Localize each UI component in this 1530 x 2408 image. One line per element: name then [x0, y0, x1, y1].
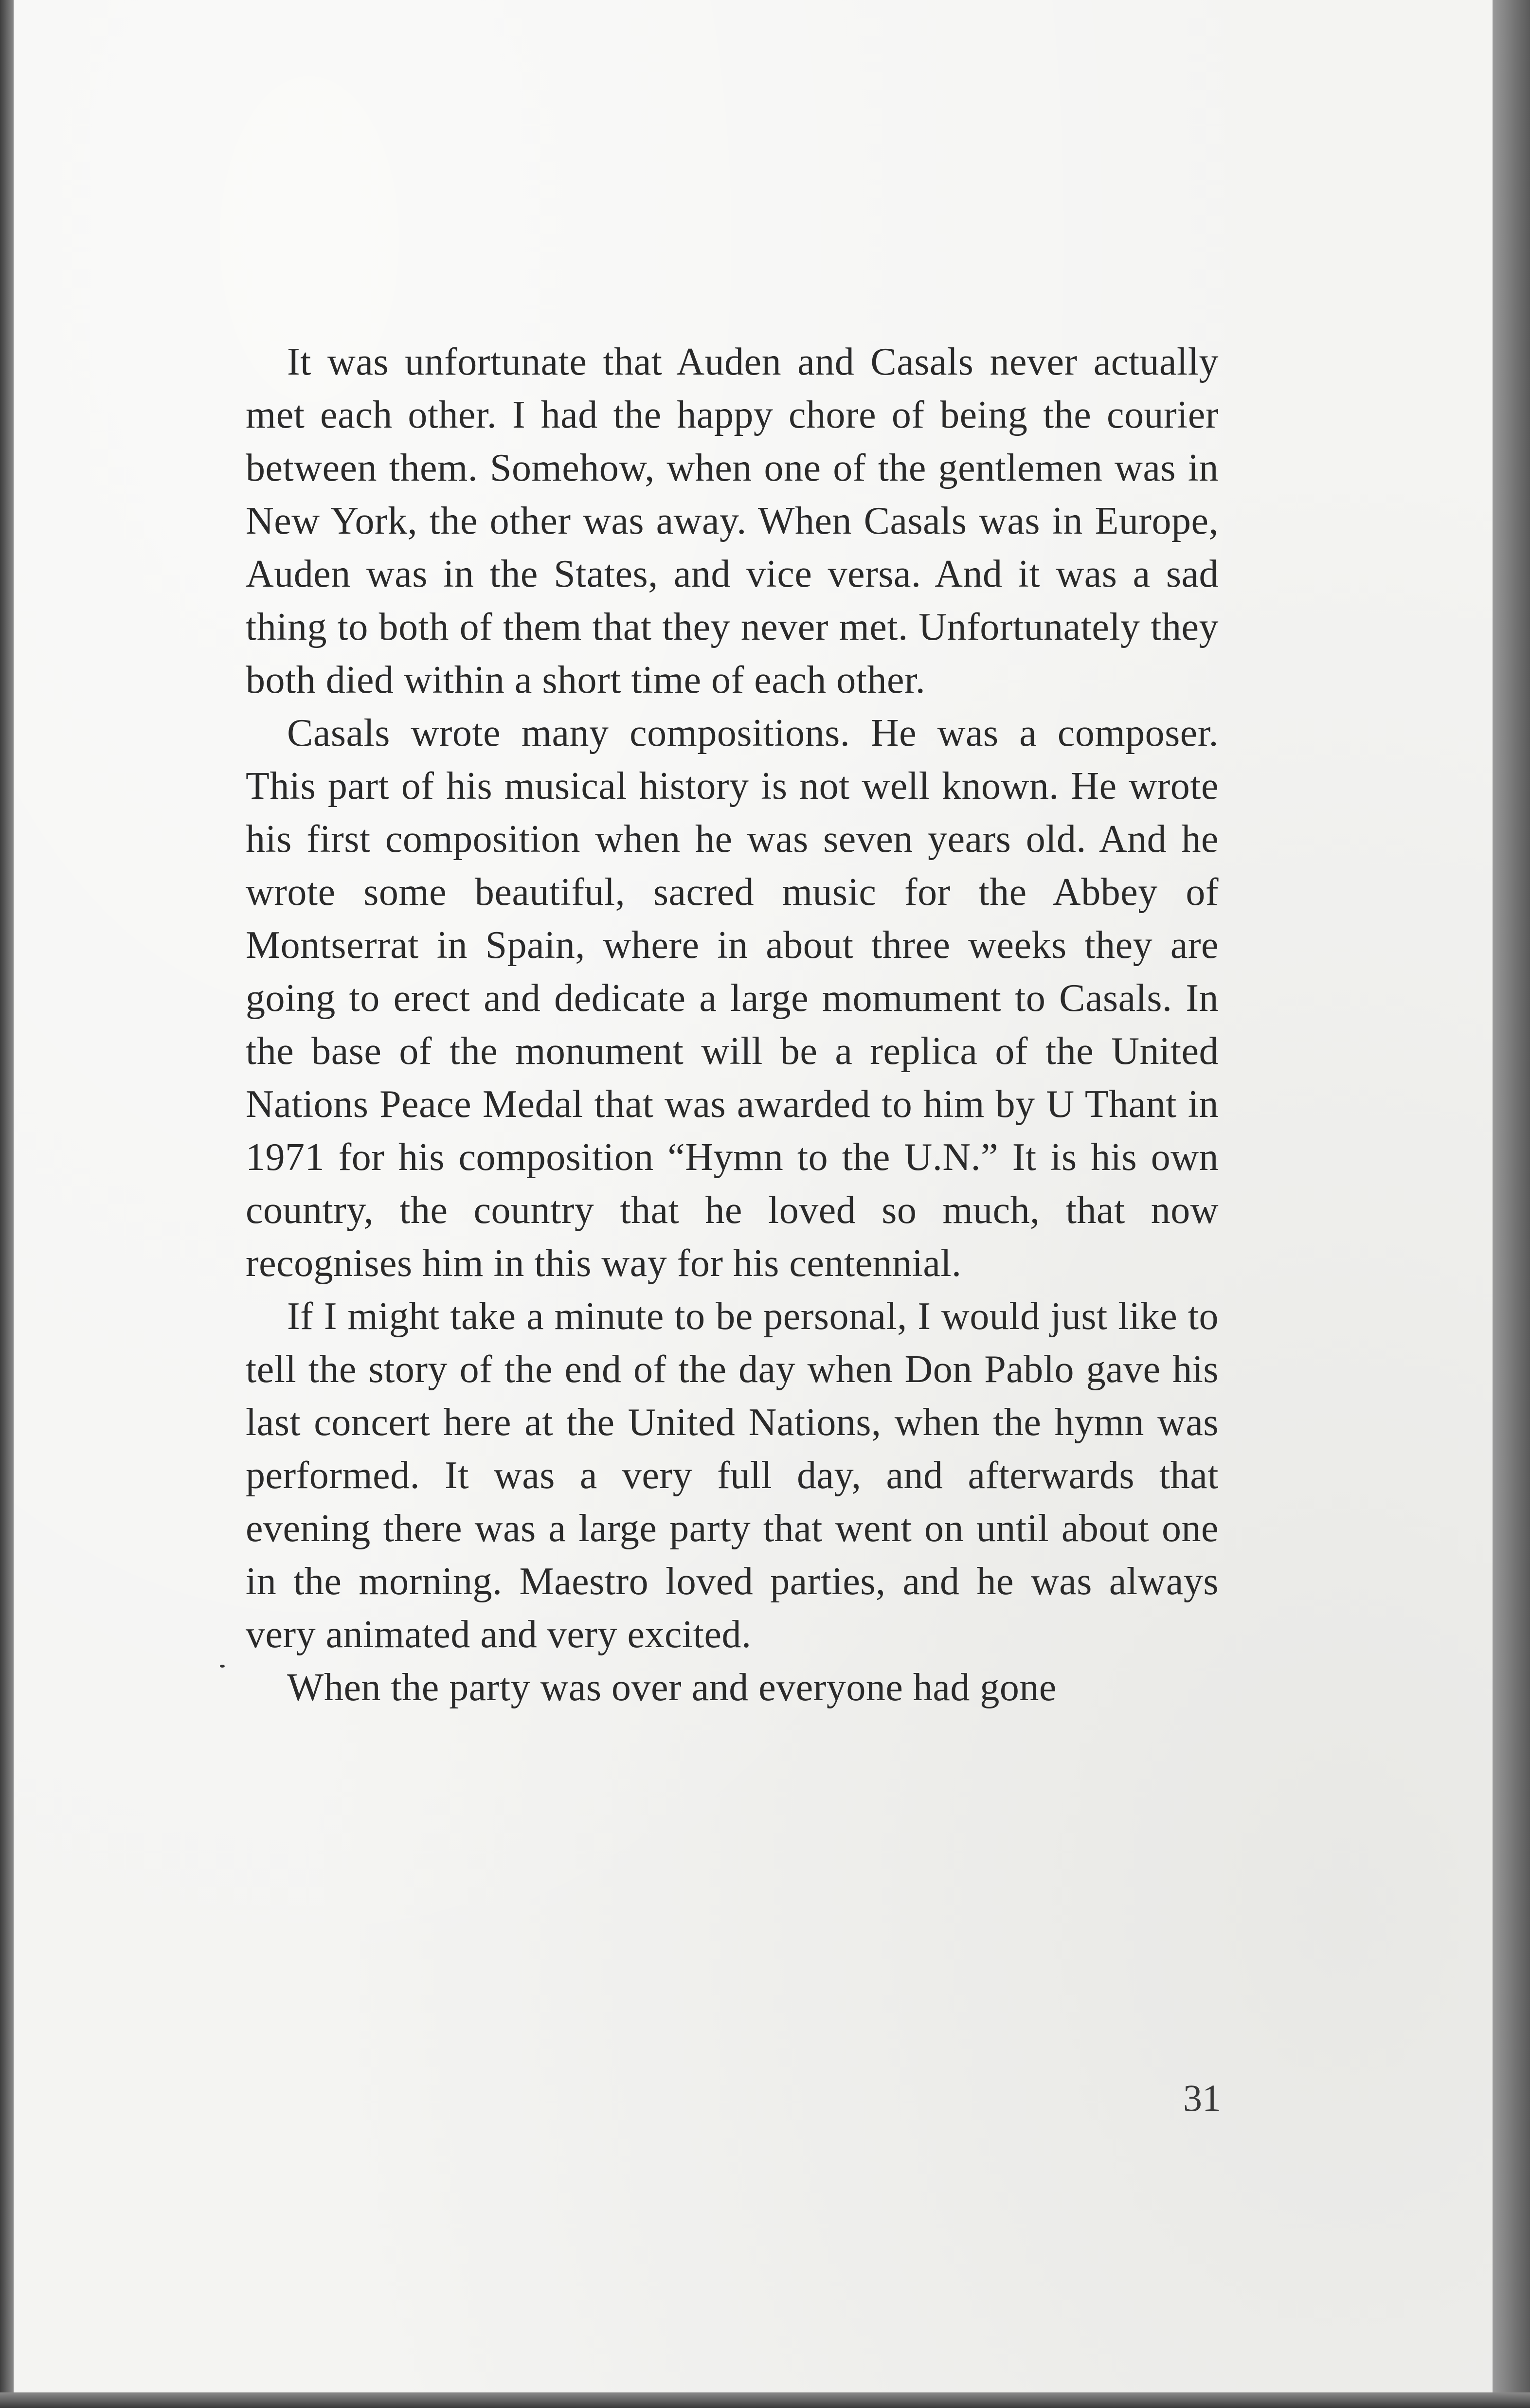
paragraph-4: When the party was over and everyone had gone: [287, 1666, 1057, 1709]
paragraph-2: Casals wrote many compositions. He was a composer. This part of his musical history is not well known. He wrote his first composition when he was seven years old. And he wrote some beautiful, sacred music for the Abbey of Montserrat in Spain, where in about three weeks they are going to erect and dedicate a large momument to Casals. In the base of the monument will be a replica of the United Nations Peace Medal that was awarded to him by U Thant in 1971 for his composition “Hymn to the U.N.” It is his own country, the country that he loved so much, that now recognises him in this way for his centennial.: [246, 712, 1219, 1285]
paragraph-1: It was unfortunate that Auden and Casals never actually met each other. I had the happy chore of being the courier between them. Somehow, when one of the gentlemen was in New York, the other was away. When Casals was in Europe, Auden was in the States, and vice versa. And it was a sad thing to both of them that they never met. Unfortunately they both died within a short time of each other.: [246, 341, 1219, 701]
scan-edge-bottom: [0, 2392, 1530, 2408]
page-number: 31: [1183, 2077, 1221, 2119]
page-body-text: [246, 336, 1219, 1714]
scan-speck: [220, 1665, 225, 1668]
scan-edge-right: [1493, 0, 1530, 2408]
paragraph-3: If I might take a minute to be personal, I would just like to tell the story of the end of the day when Don Pablo gave his last concert here at the United Nations, when the hymn was performed. It was a very full day, and afterwards that evening there was a large party that went on until about one in the morning. Maestro loved parties, and he was always very animated and very excited.: [246, 1295, 1219, 1656]
scan-edge-left: [0, 0, 14, 2408]
